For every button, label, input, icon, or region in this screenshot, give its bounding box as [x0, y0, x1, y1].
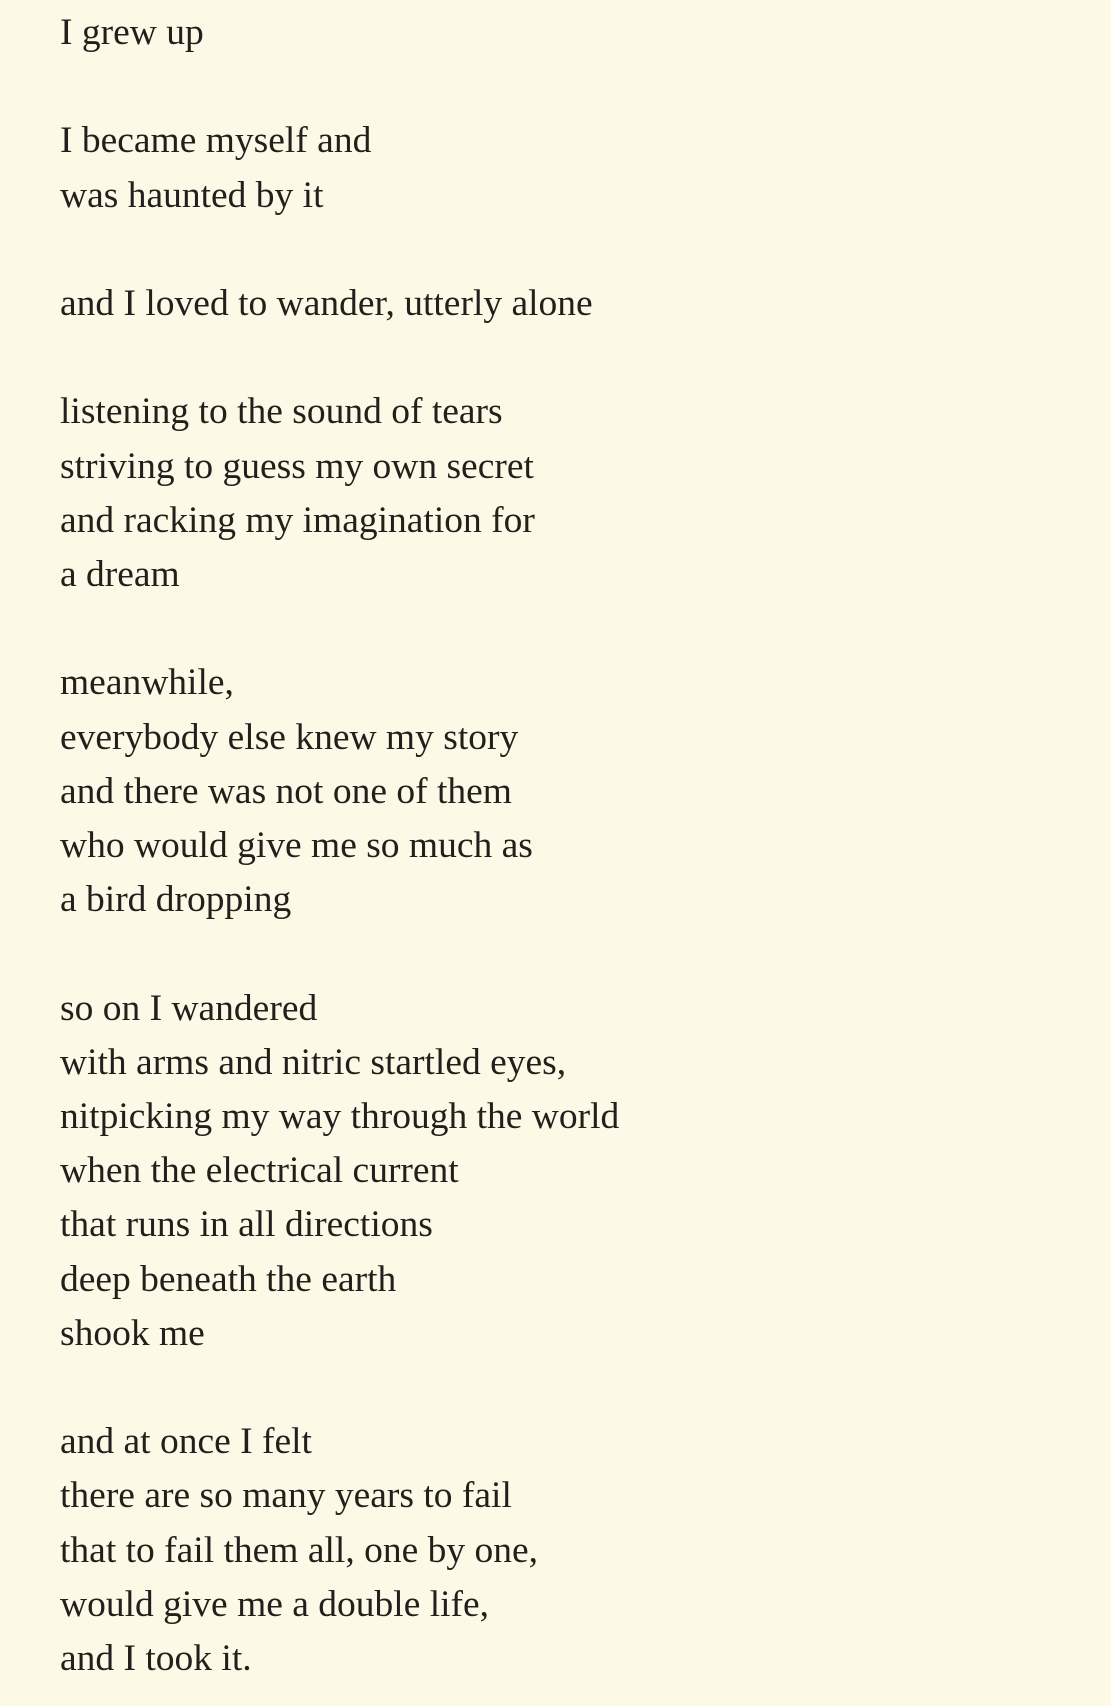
- stanza: [60, 982, 1060, 1361]
- stanza: [60, 1415, 1060, 1686]
- poem-line: that to fail them all, one by one,: [60, 1529, 538, 1571]
- stanza: [60, 277, 1060, 331]
- poem-line: and I took it.: [60, 1638, 252, 1679]
- stanza: [60, 656, 1060, 927]
- poem-line: striving to guess my own secret: [60, 445, 534, 487]
- poem-line: there are so many years to fail: [60, 1475, 512, 1517]
- poem-line: and I loved to wander, utterly alone: [60, 282, 593, 324]
- poem-line: a bird dropping: [60, 879, 292, 921]
- stanza: [60, 6, 1060, 60]
- poem-line: shook me: [60, 1312, 205, 1354]
- poem-line: I became myself and: [60, 120, 372, 162]
- poem-line: everybody else knew my story: [60, 716, 519, 758]
- poem-line: listening to the sound of tears: [60, 391, 503, 433]
- poem-line: a dream: [60, 553, 180, 595]
- poem-line: and there was not one of them: [60, 770, 512, 812]
- poem-line: deep beneath the earth: [60, 1258, 397, 1300]
- poem-line: would give me a double life,: [60, 1583, 490, 1625]
- poem-line: so on I wandered: [60, 987, 318, 1029]
- poem-line: was haunted by it: [60, 174, 324, 216]
- poem-line: when the electrical current: [60, 1150, 459, 1192]
- poem-line: meanwhile,: [60, 662, 234, 704]
- stanza: [60, 114, 1060, 222]
- poem-line: and racking my imagination for: [60, 499, 535, 541]
- poem-text: [60, 6, 1060, 1686]
- poem-line: and at once I felt: [60, 1421, 312, 1463]
- poem-line: with arms and nitric startled eyes,: [60, 1041, 567, 1083]
- poem-line: nitpicking my way through the world: [60, 1095, 620, 1137]
- stanza: [60, 385, 1060, 602]
- poem-line: I grew up: [60, 12, 204, 53]
- poem-line: that runs in all directions: [60, 1204, 433, 1246]
- poem-line: who would give me so much as: [60, 824, 533, 866]
